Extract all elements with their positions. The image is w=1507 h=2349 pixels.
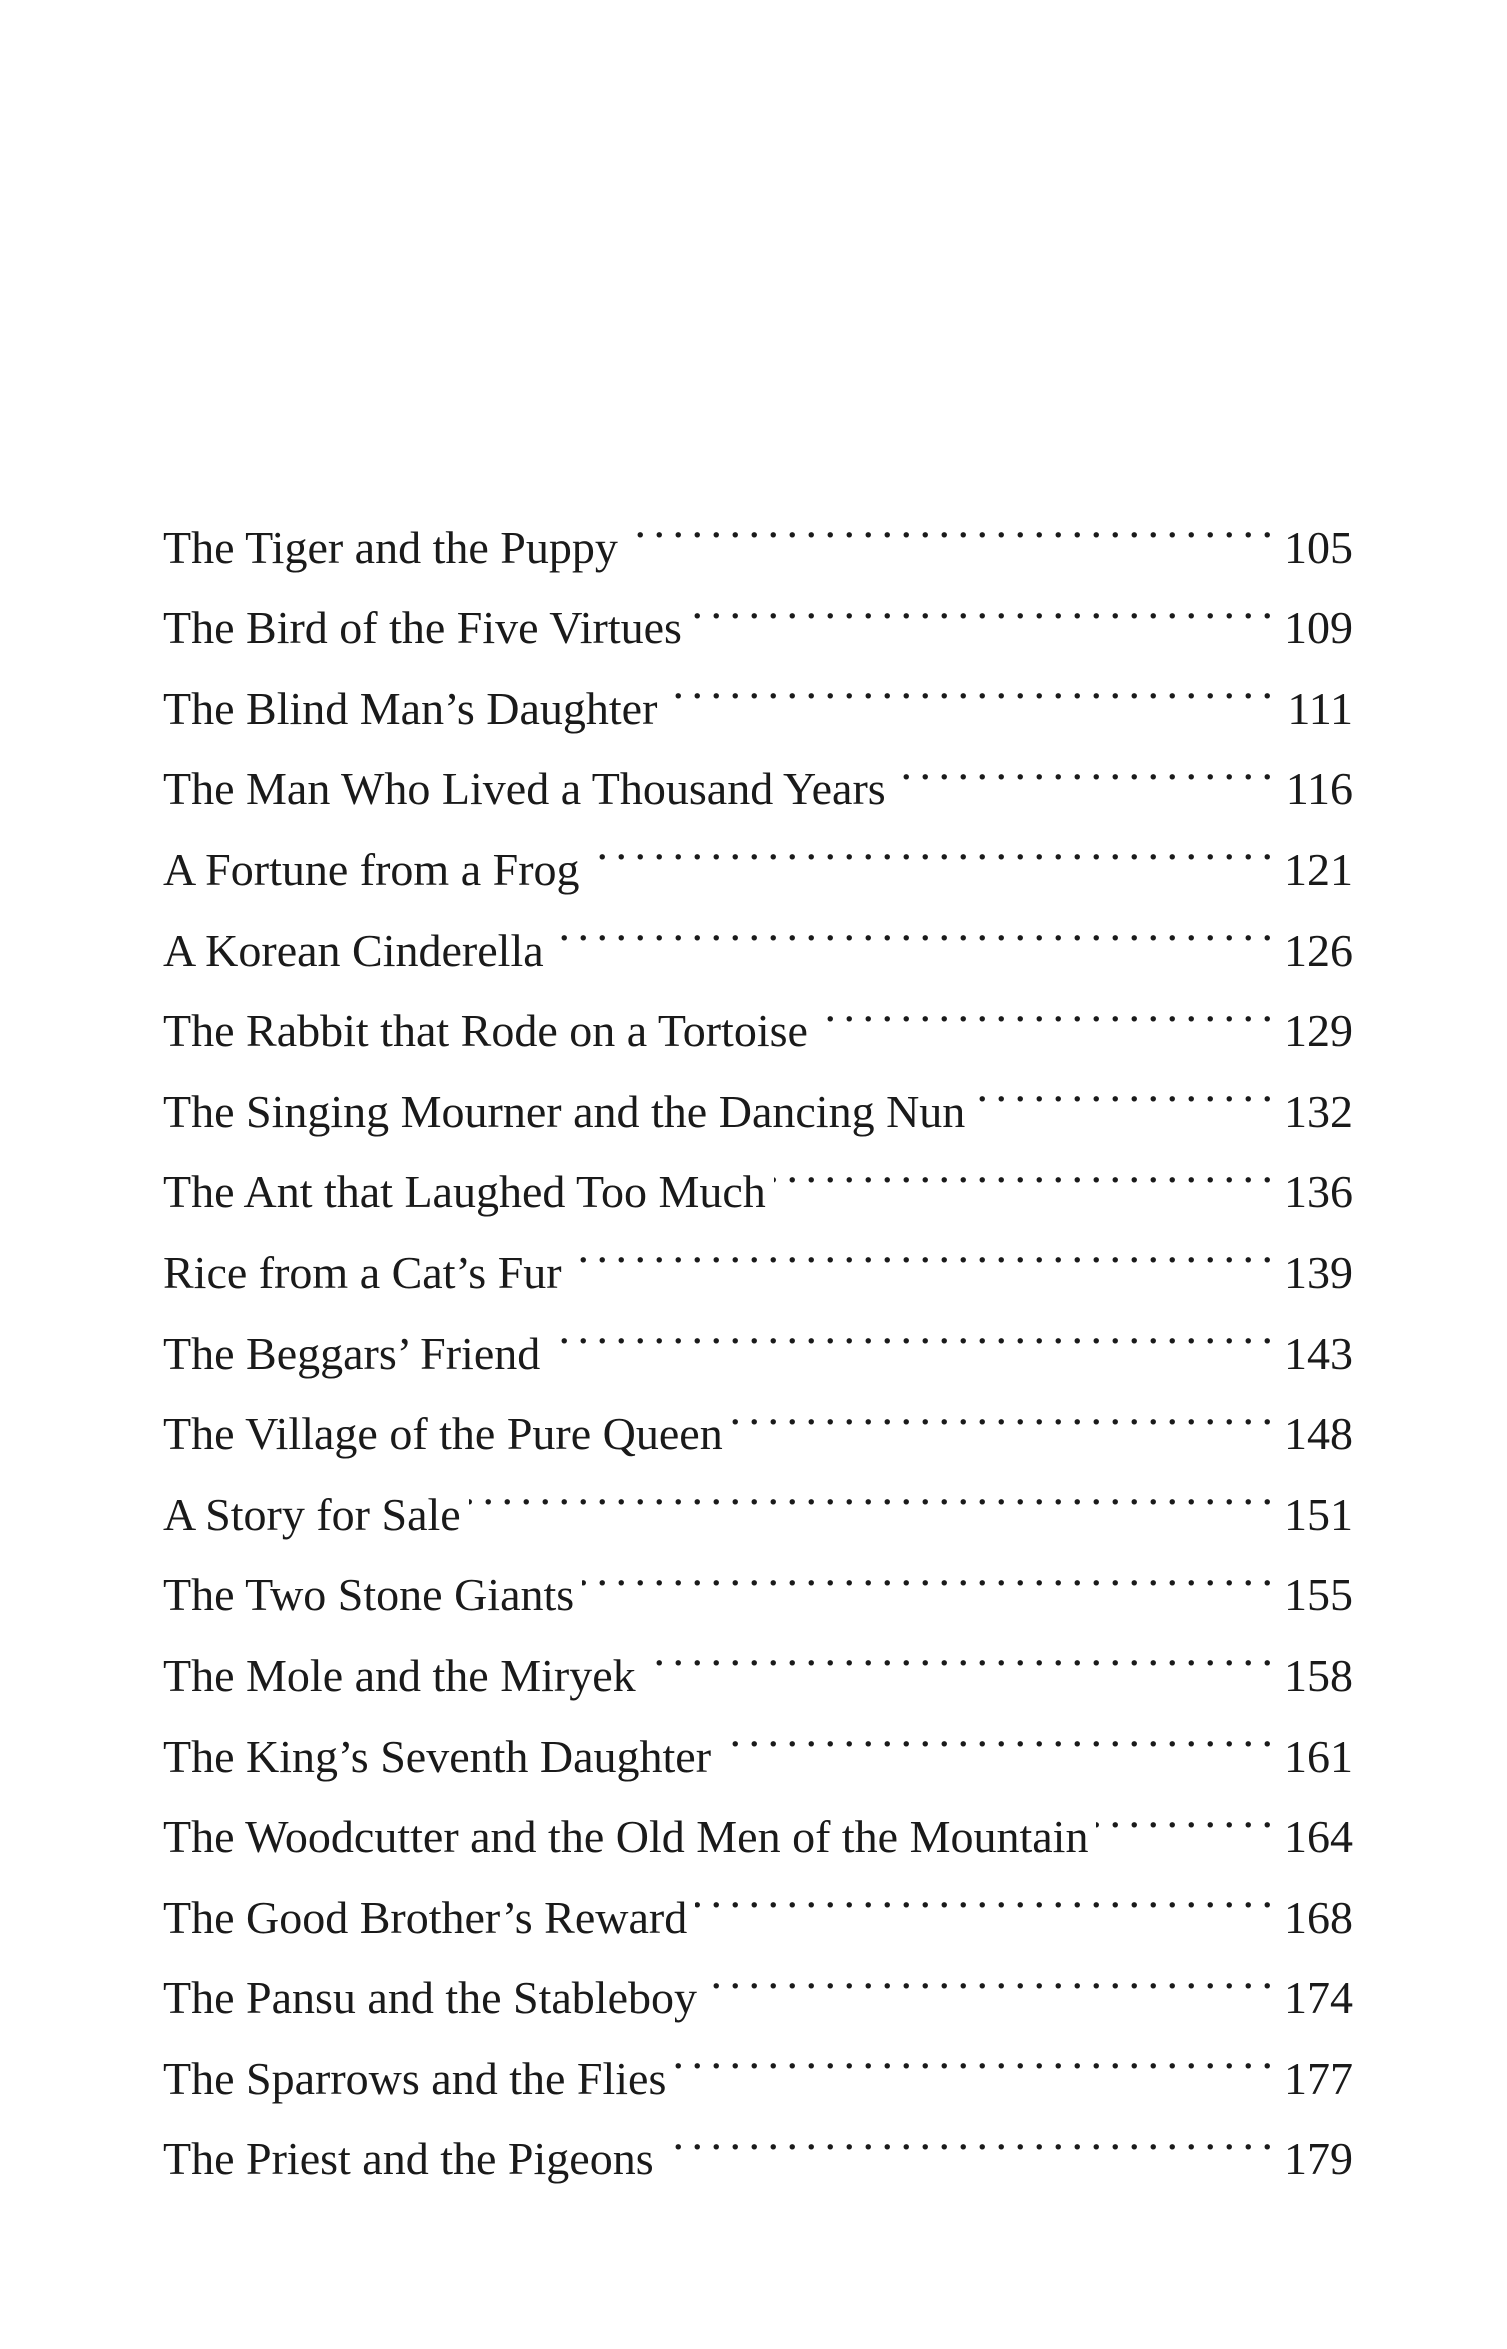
toc-entry-page: 126 <box>1284 924 1353 976</box>
toc-entry-title: The Blind Man’s Daughter <box>163 682 658 734</box>
dot-leader <box>662 2094 1271 2175</box>
toc-entry-page: 177 <box>1284 2052 1353 2104</box>
toc-entry-title: The Woodcutter and the Old Men of the Mountain <box>163 1811 1089 1863</box>
toc-entry-title: The Beggars’ Friend <box>163 1327 541 1379</box>
toc-entry-page: 148 <box>1284 1408 1353 1460</box>
table-of-contents <box>163 482 1353 2185</box>
dot-leader <box>894 724 1271 805</box>
toc-entry-page: 139 <box>1284 1246 1353 1298</box>
dot-leader <box>695 1852 1271 1933</box>
toc-entry-page: 143 <box>1284 1327 1353 1379</box>
dot-leader <box>816 966 1271 1047</box>
dot-leader <box>548 1288 1271 1369</box>
toc-entry-page: 179 <box>1284 2133 1353 2185</box>
toc-entry-page: 116 <box>1285 763 1353 815</box>
toc-entry-page: 132 <box>1284 1085 1353 1137</box>
dot-leader <box>626 482 1271 563</box>
toc-entry-title: The Mole and the Miryek <box>163 1649 636 1701</box>
toc-entry-title: The Sparrows and the Flies <box>163 2052 667 2104</box>
dot-leader <box>665 643 1271 724</box>
dot-leader <box>570 1207 1271 1288</box>
toc-entry-page: 164 <box>1284 1811 1353 1863</box>
dot-leader <box>552 885 1271 966</box>
dot-leader <box>973 1046 1271 1127</box>
toc-entry-title: The Priest and the Pigeons <box>163 2133 654 2185</box>
toc-entry-title: The Rabbit that Rode on a Tortoise <box>163 1005 808 1057</box>
toc-entry-title: The Ant that Laughed Too Much <box>163 1166 766 1218</box>
dot-leader <box>644 1610 1271 1691</box>
toc-entry-page: 121 <box>1284 843 1353 895</box>
toc-entry-title: The Pansu and the Stableboy <box>163 1972 698 2024</box>
toc-entry-page: 129 <box>1284 1005 1353 1057</box>
dot-leader <box>690 563 1271 644</box>
dot-leader <box>469 1449 1271 1530</box>
dot-leader <box>731 1369 1271 1450</box>
dot-leader <box>588 804 1271 885</box>
toc-entry-title: The Man Who Lived a Thousand Years <box>163 763 886 815</box>
toc-entry-page: 136 <box>1284 1166 1353 1218</box>
toc-entry-title: The Bird of the Five Virtues <box>163 602 682 654</box>
toc-entry-title: A Korean Cinderella <box>163 924 544 976</box>
toc-entry-page: 158 <box>1284 1649 1353 1701</box>
toc-entry-page: 155 <box>1284 1569 1353 1621</box>
toc-entry-page: 105 <box>1284 521 1353 573</box>
toc-entry-title: A Story for Sale <box>163 1488 461 1540</box>
toc-entry-page: 109 <box>1284 602 1353 654</box>
toc-entry[interactable] <box>163 482 1353 573</box>
toc-entry-page: 161 <box>1284 1730 1353 1782</box>
toc-entry-title: The Good Brother’s Reward <box>163 1891 688 1943</box>
toc-entry-page: 151 <box>1284 1488 1353 1540</box>
dot-leader <box>705 1933 1271 2014</box>
toc-entry-page: 168 <box>1284 1891 1353 1943</box>
toc-entry-title: The Two Stone Giants <box>163 1569 575 1621</box>
toc-entry-title: The Tiger and the Puppy <box>163 521 618 573</box>
toc-entry-title: Rice from a Cat’s Fur <box>163 1246 562 1298</box>
dot-leader <box>674 2013 1271 2094</box>
dot-leader <box>1096 1772 1271 1853</box>
dot-leader <box>774 1127 1271 1208</box>
toc-entry-title: The Singing Mourner and the Dancing Nun <box>163 1085 966 1137</box>
toc-entry-page: 174 <box>1284 1972 1353 2024</box>
dot-leader <box>582 1530 1271 1611</box>
dot-leader <box>719 1691 1271 1772</box>
toc-entry-title: The Village of the Pure Queen <box>163 1408 723 1460</box>
toc-entry-title: A Fortune from a Frog <box>163 843 580 895</box>
toc-entry-title: The King’s Seventh Daughter <box>163 1730 712 1782</box>
toc-entry-page: 111 <box>1287 682 1353 734</box>
